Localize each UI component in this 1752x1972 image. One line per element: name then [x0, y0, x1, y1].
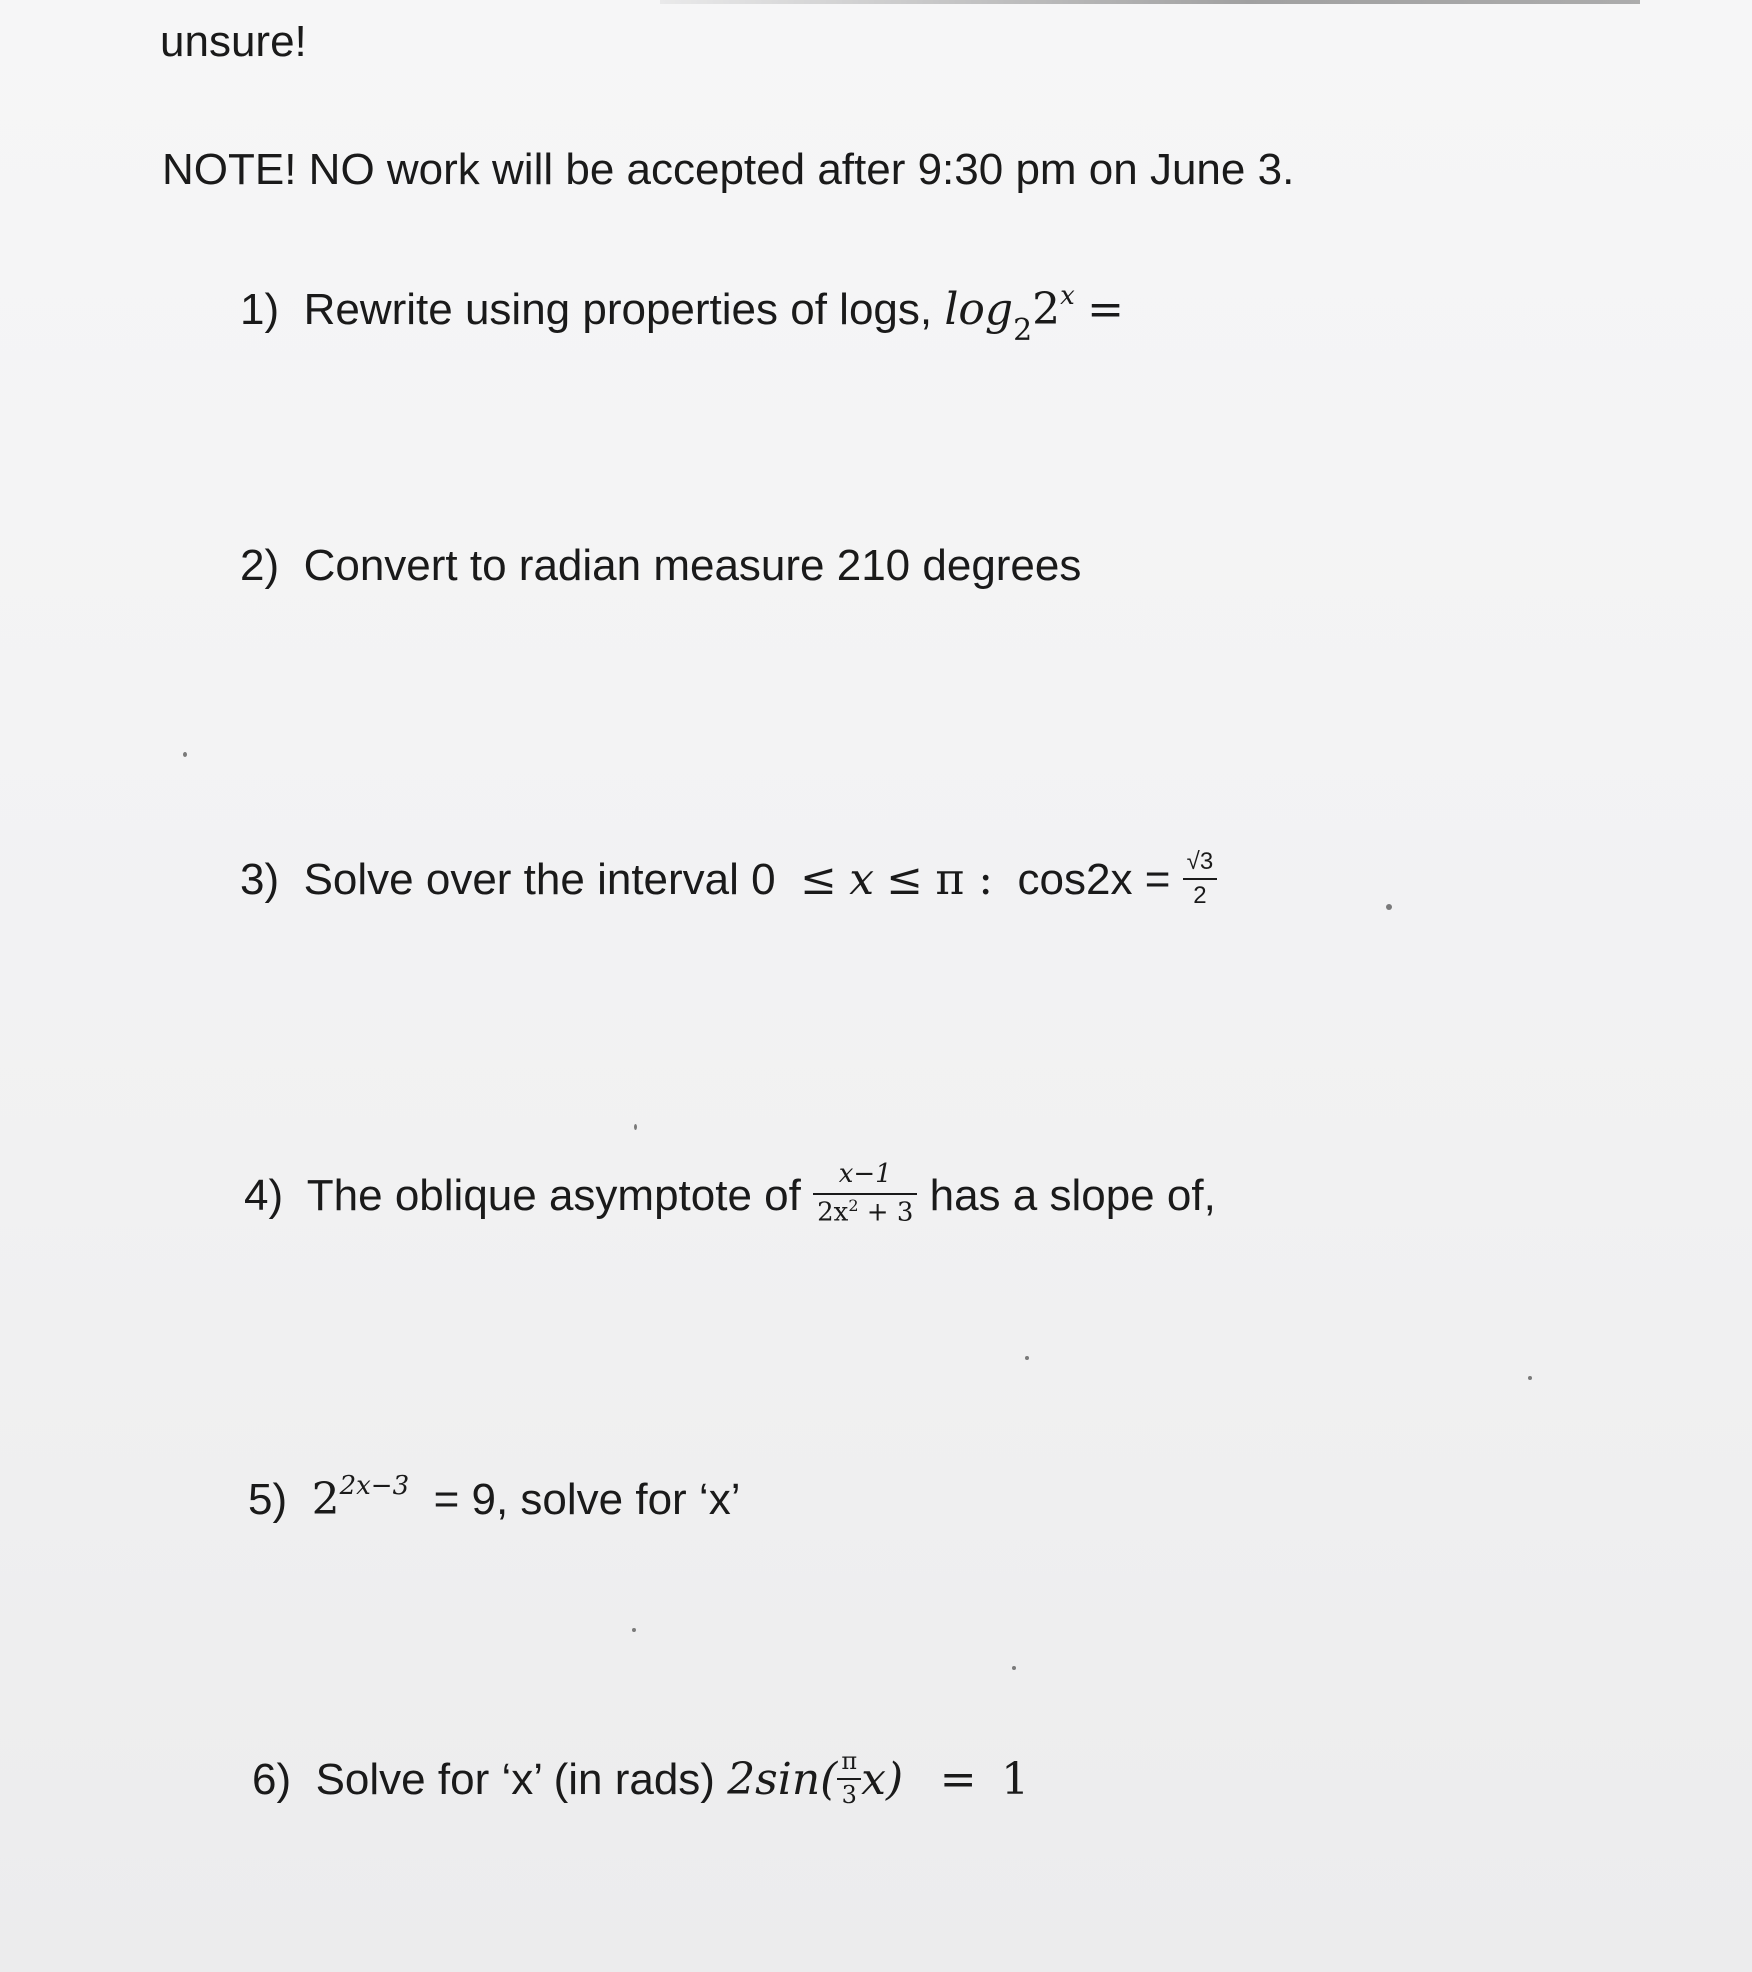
sine-expression-start: 2sin(: [727, 1754, 838, 1806]
question-3: [240, 848, 1217, 913]
pi-over-3-fraction: [837, 1748, 861, 1809]
sqrt3-over-2-fraction: [1183, 848, 1218, 909]
rational-function-fraction: [813, 1160, 917, 1228]
paper-speck: [1012, 1666, 1016, 1670]
question-2-text: Convert to radian measure 210 degrees: [303, 541, 1082, 590]
exponential-base: 2: [311, 1474, 340, 1525]
fraction-denominator: [813, 1195, 917, 1229]
unsure-text: unsure!: [160, 17, 307, 66]
question-4-text: The oblique asymptote of: [306, 1170, 801, 1220]
denominator-constant: + 3: [866, 1197, 914, 1228]
paper-top-edge: [660, 0, 1640, 4]
paper-speck: [1025, 1356, 1029, 1360]
cos-expression: cos2x =: [1017, 855, 1171, 905]
less-equal-symbol: ≤: [800, 854, 837, 906]
pi-colon: π :: [935, 854, 994, 906]
denominator-base: 2x: [817, 1197, 849, 1228]
exponential-exponent: 2x−3: [339, 1471, 410, 1501]
question-4-number: 4): [244, 1170, 284, 1220]
question-6-equals: =: [939, 1754, 977, 1806]
fraction-denominator: 2: [1193, 881, 1207, 909]
question-1: [240, 281, 1124, 348]
fraction-denominator: 3: [841, 1780, 857, 1809]
question-6: [252, 1747, 1030, 1813]
question-4: [244, 1159, 1216, 1232]
question-2-number: 2): [240, 541, 280, 590]
question-4-text-after: has a slope of,: [929, 1170, 1216, 1220]
interval-variable: x: [849, 854, 875, 906]
fraction-numerator: π: [837, 1748, 861, 1780]
question-1-equals: =: [1087, 284, 1124, 335]
paper-speck: [1386, 904, 1392, 910]
sine-expression-end: x): [861, 1754, 904, 1806]
question-6-number: 6): [252, 1755, 292, 1805]
log-base: 2: [1013, 313, 1033, 348]
question-5: [248, 1471, 741, 1525]
question-3-number: 3): [240, 855, 280, 905]
question-1-text: Rewrite using properties of logs,: [303, 285, 933, 334]
question-6-rhs: 1: [1001, 1754, 1030, 1806]
deadline-note: NOTE! NO work will be accepted after 9:30 pm on June 3.: [162, 145, 1295, 194]
paper-speck: [634, 1124, 637, 1130]
question-2: [240, 541, 1082, 590]
log-exponent: x: [1060, 281, 1075, 311]
fraction-numerator: x−1: [813, 1160, 917, 1195]
less-equal-symbol: ≤: [886, 854, 924, 906]
denominator-exponent: 2: [848, 1195, 859, 1215]
question-6-text: Solve for ‘x’ (in rads): [315, 1755, 715, 1805]
question-3-text: Solve over the interval 0: [303, 855, 776, 905]
fraction-numerator: √3: [1183, 848, 1218, 880]
paper-speck: [632, 1628, 636, 1632]
log-symbol: log: [944, 284, 1014, 335]
question-1-number: 1): [240, 285, 280, 334]
log-argument: 2: [1032, 284, 1061, 335]
paper-speck: [1528, 1376, 1532, 1380]
question-5-equation-rest: = 9, solve for ‘x’: [433, 1475, 741, 1524]
question-5-number: 5): [248, 1475, 288, 1524]
paper-speck: [183, 752, 187, 757]
